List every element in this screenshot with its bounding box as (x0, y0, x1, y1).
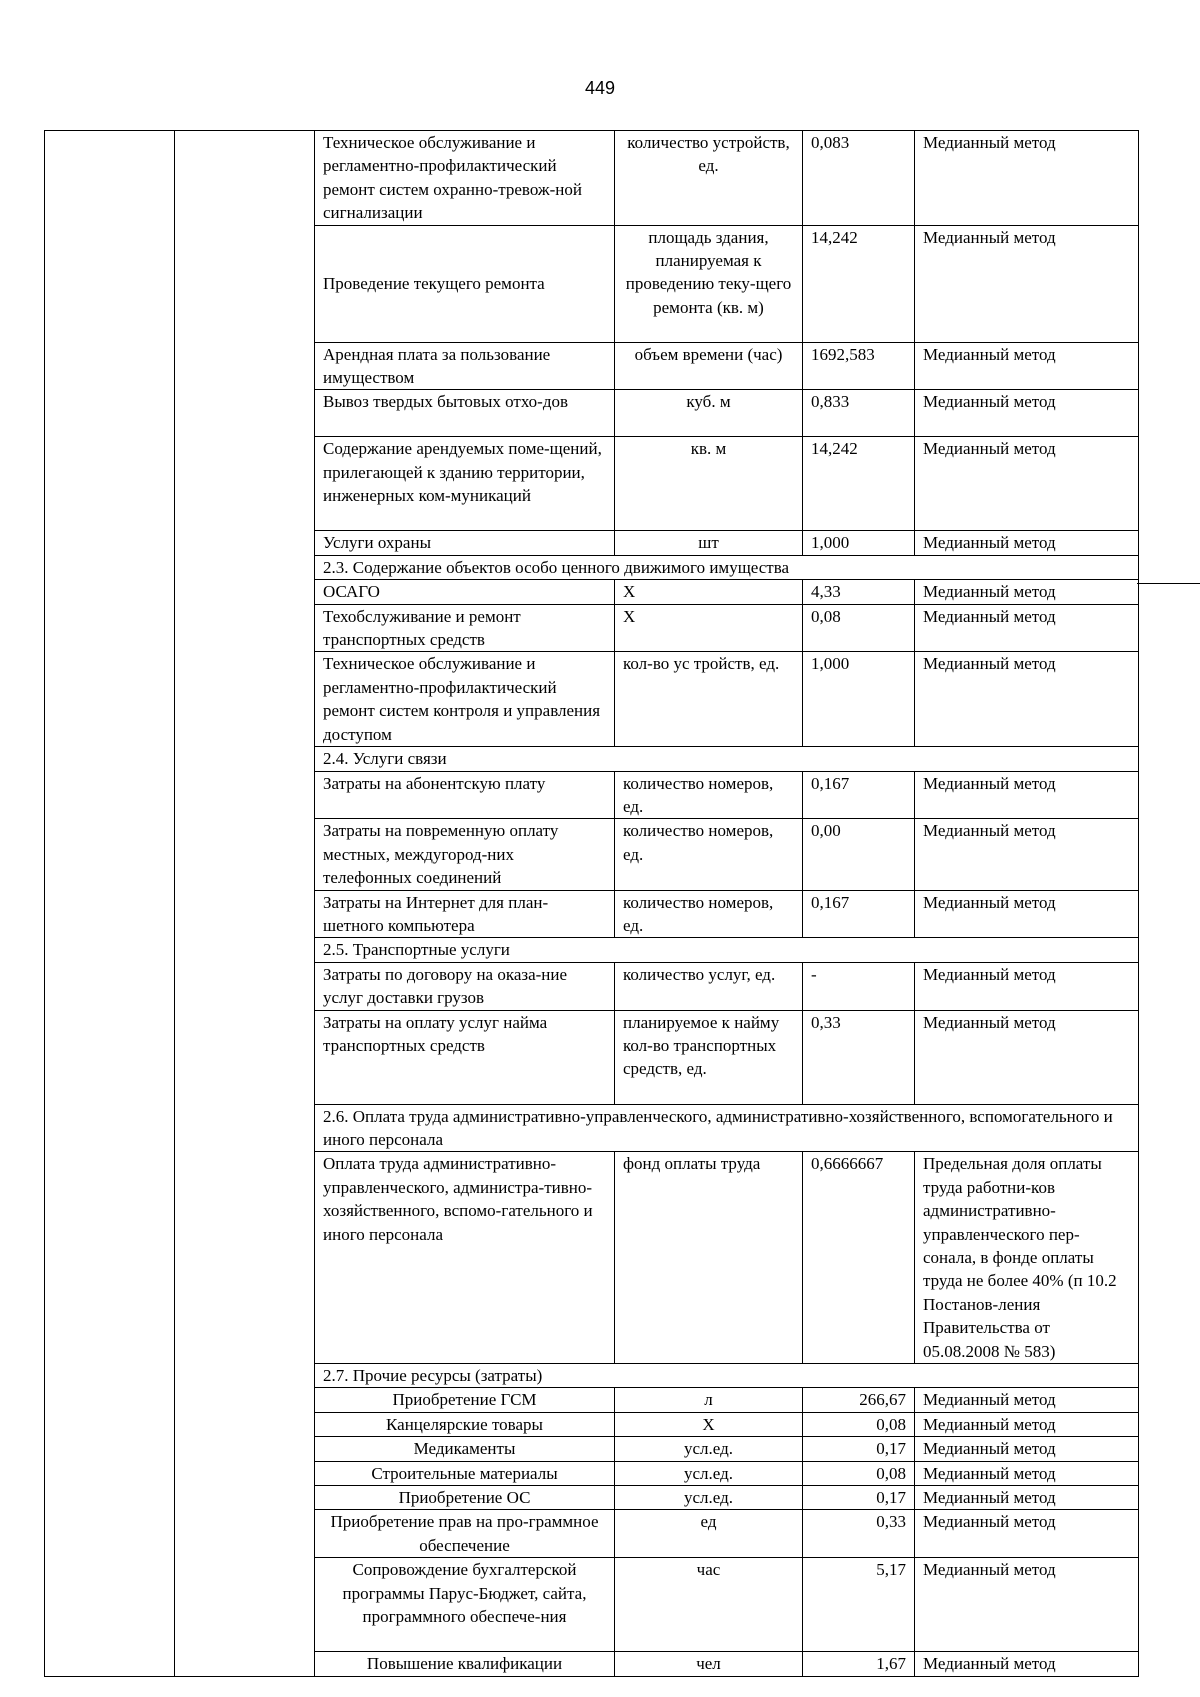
value-cell: 0,833 (803, 390, 915, 437)
method-cell: Медианный метод (915, 1558, 1139, 1652)
value-cell: 0,33 (803, 1510, 915, 1558)
cost-name-cell: Техническое обслуживание и регламентно-профилактический ремонт систем контроля и управления доступом (315, 652, 615, 747)
unit-cell: Х (615, 580, 803, 604)
cost-name-cell: Затраты на оплату услуг найма транспортных средств (315, 1010, 615, 1104)
unit-cell: усл.ед. (615, 1486, 803, 1510)
unit-cell: ед (615, 1510, 803, 1558)
value-cell: 1,67 (803, 1652, 915, 1676)
method-cell: Медианный метод (915, 437, 1139, 531)
value-cell: 5,17 (803, 1558, 915, 1652)
cost-name-cell: Затраты на Интернет для план-шетного компьютера (315, 890, 615, 938)
unit-cell: количество номеров, ед. (615, 890, 803, 938)
section-heading: 2.5. Транспортные услуги (315, 938, 1139, 962)
value-cell: 14,242 (803, 225, 915, 342)
method-cell: Медианный метод (915, 890, 1139, 938)
method-cell: Медианный метод (915, 1437, 1139, 1461)
unit-cell: количество устройств, ед. (615, 131, 803, 226)
method-cell: Медианный метод (915, 342, 1139, 390)
method-cell: Медианный метод (915, 604, 1139, 652)
value-cell: 0,6666667 (803, 1152, 915, 1364)
cost-name-cell: Повышение квалификации (315, 1652, 615, 1676)
cost-name-cell: Приобретение прав на про-граммное обеспечение (315, 1510, 615, 1558)
method-cell: Медианный метод (915, 819, 1139, 890)
unit-cell: Х (615, 1412, 803, 1436)
unit-cell: площадь здания, планируемая к проведению теку-щего ремонта (кв. м) (615, 225, 803, 342)
method-cell: Медианный метод (915, 390, 1139, 437)
value-cell: 1692,583 (803, 342, 915, 390)
value-cell: 1,000 (803, 652, 915, 747)
cost-name-cell: Проведение текущего ремонта (315, 225, 615, 342)
method-cell: Медианный метод (915, 1461, 1139, 1485)
section-heading: 2.3. Содержание объектов особо ценного движимого имущества (315, 555, 1139, 579)
method-cell: Медианный метод (915, 131, 1139, 226)
cost-name-cell: Сопровождение бухгалтерской программы Парус-Бюджет, сайта, программного обеспече-ния (315, 1558, 615, 1652)
method-cell: Предельная доля оплаты труда работни-ков административно-управленческого пер-сонала, в фонде оплаты труда не более 40% (п 10.2 Постанов-ления Правительства от 05.08.2008 № 583) (915, 1152, 1139, 1364)
left-blank-column-1 (45, 131, 175, 1677)
method-cell: Медианный метод (915, 962, 1139, 1010)
cost-name-cell: Затраты на повременную оплату местных, междугород-них телефонных соединений (315, 819, 615, 890)
value-cell: 0,17 (803, 1486, 915, 1510)
value-cell: 0,167 (803, 771, 915, 819)
unit-cell: фонд оплаты труда (615, 1152, 803, 1364)
unit-cell: количество номеров, ед. (615, 819, 803, 890)
value-cell: 14,242 (803, 437, 915, 531)
cost-name-cell: Содержание арендуемых поме-щений, прилегающей к зданию территории, инженерных ком-муникаций (315, 437, 615, 531)
method-cell: Медианный метод (915, 1388, 1139, 1412)
cost-name-cell: Медикаменты (315, 1437, 615, 1461)
unit-cell: количество номеров, ед. (615, 771, 803, 819)
cost-name-cell: Затраты на абонентскую плату (315, 771, 615, 819)
cost-name-cell: Техническое обслуживание и регламентно-профилактический ремонт систем охранно-тревож-ной сигнализации (315, 131, 615, 226)
left-blank-column-2 (175, 131, 315, 1677)
unit-cell: кв. м (615, 437, 803, 531)
method-cell: Медианный метод (915, 1486, 1139, 1510)
value-cell: 1,000 (803, 531, 915, 555)
section-heading: 2.7. Прочие ресурсы (затраты) (315, 1364, 1139, 1388)
table-row (45, 131, 1139, 226)
cost-name-cell: Техобслуживание и ремонт транспортных средств (315, 604, 615, 652)
value-cell: 0,17 (803, 1437, 915, 1461)
cost-name-cell: Приобретение ГСМ (315, 1388, 615, 1412)
page-number: 449 (584, 78, 616, 98)
value-cell: 266,67 (803, 1388, 915, 1412)
unit-cell: шт (615, 531, 803, 555)
section-heading: 2.4. Услуги связи (315, 747, 1139, 771)
value-cell: 0,33 (803, 1010, 915, 1104)
unit-cell: куб. м (615, 390, 803, 437)
norms-table (44, 130, 1139, 1677)
value-cell: 0,167 (803, 890, 915, 938)
unit-cell: усл.ед. (615, 1437, 803, 1461)
cost-name-cell: Строительные материалы (315, 1461, 615, 1485)
method-cell: Медианный метод (915, 225, 1139, 342)
cost-name-cell: Приобретение ОС (315, 1486, 615, 1510)
unit-cell: чел (615, 1652, 803, 1676)
method-cell: Медианный метод (915, 531, 1139, 555)
method-cell: Медианный метод (915, 580, 1139, 604)
method-cell: Медианный метод (915, 771, 1139, 819)
unit-cell: кол-во ус тройств, ед. (615, 652, 803, 747)
unit-cell: объем времени (час) (615, 342, 803, 390)
cost-name-cell: Вывоз твердых бытовых отхо-дов (315, 390, 615, 437)
method-cell: Медианный метод (915, 1010, 1139, 1104)
value-cell: 0,08 (803, 1461, 915, 1485)
method-cell: Медианный метод (915, 1652, 1139, 1676)
cost-name-cell: Арендная плата за пользование имуществом (315, 342, 615, 390)
unit-cell: Х (615, 604, 803, 652)
cost-name-cell: Услуги охраны (315, 531, 615, 555)
value-cell: 0,08 (803, 1412, 915, 1436)
method-cell: Медианный метод (915, 1510, 1139, 1558)
value-cell: 4,33 (803, 580, 915, 604)
unit-cell: л (615, 1388, 803, 1412)
value-cell: 0,08 (803, 604, 915, 652)
table-border-overhang (1137, 583, 1200, 584)
unit-cell: час (615, 1558, 803, 1652)
unit-cell: количество услуг, ед. (615, 962, 803, 1010)
method-cell: Медианный метод (915, 1412, 1139, 1436)
cost-name-cell: Затраты по договору на оказа-ние услуг доставки грузов (315, 962, 615, 1010)
cost-name-cell: Канцелярские товары (315, 1412, 615, 1436)
value-cell: 0,083 (803, 131, 915, 226)
cost-name-cell: ОСАГО (315, 580, 615, 604)
unit-cell: планируемое к найму кол-во транспортных средств, ед. (615, 1010, 803, 1104)
value-cell: - (803, 962, 915, 1010)
unit-cell: усл.ед. (615, 1461, 803, 1485)
cost-name-cell: Оплата труда административно-управленческого, администра-тивно-хозяйственного, вспомо-гательного и иного персонала (315, 1152, 615, 1364)
section-heading: 2.6. Оплата труда административно-управленческого, административно-хозяйственного, вспомогательного и иного персонала (315, 1104, 1139, 1152)
method-cell: Медианный метод (915, 652, 1139, 747)
value-cell: 0,00 (803, 819, 915, 890)
